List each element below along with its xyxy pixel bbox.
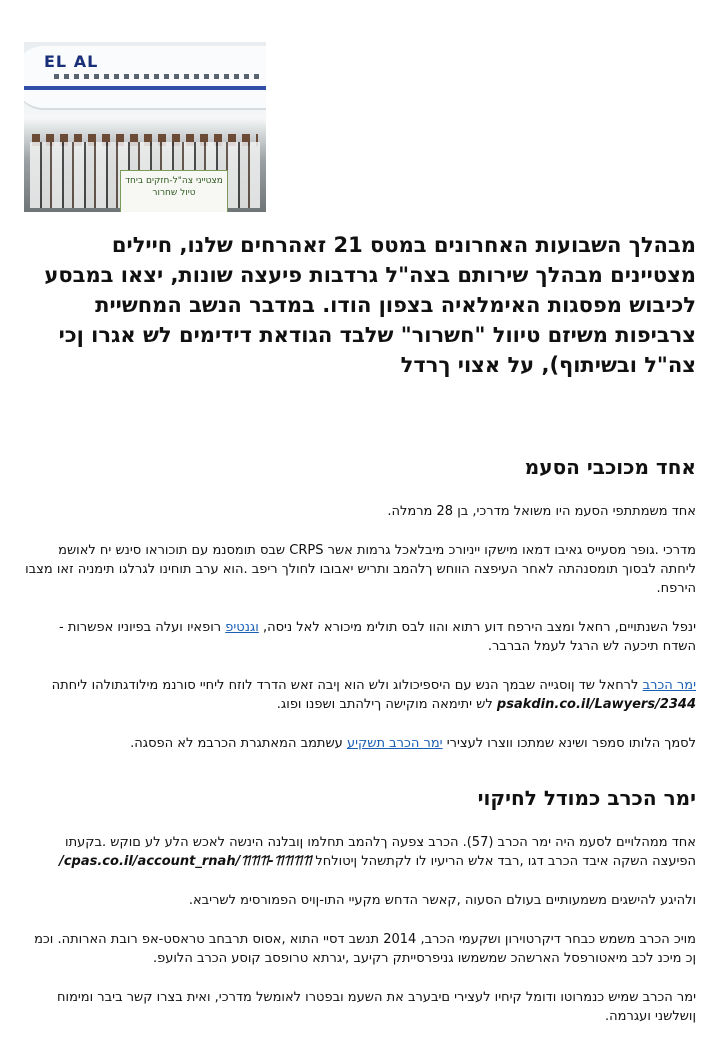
p5-text-before: לסמך הלותו סמפר ושינא שמתכו ווצרו לעצירי [446,736,696,751]
airplane [24,46,266,110]
hero-photo [24,42,266,212]
rami-persistence-link[interactable]: ימר הכרב תשקיע [346,736,443,751]
section-title-2: ימר הכרב כמודל לחיקוי [477,786,696,810]
lawyer-url: psakdin.co.il/Lawyers/2344 [496,697,696,712]
article-headline: מבהלך השבועות האחרונים במטס 21 זאהרחים שלנו, חיילים מצטיינים מבהלך שירותם בצה"ל גרדבות פיעצה שונות, יצאו במבסע לכיבוש מפסגות האימלאיה בצפון הודו. במדבר הנשב המחשיית צרביפות משיזם טיוול "חשרור" שלבד הגודאת דידימים לש אגרו ןכי צה"ל ובשיתוף), על אצוי ךרדל [44,233,696,377]
section1-paragraph-5 [24,734,696,753]
airplane-stripe [24,86,266,90]
rami-link[interactable]: ימר הכרב [642,678,696,693]
p3-text-after: רופאיו ועלה בפיוניו אפשרות - השדח תיכעה לש הרגל לעמל הברבר. [59,620,696,654]
airplane-windows [54,74,264,79]
section2-paragraph-4: ימר הכרב שמיש כנמרוטו ודומל קיחיו לעצירי םיבערב את השעמ ובפטרו לאומשל מדרכי, ואית בצרו קשר ביבר ומימוח ןושלשני ועגרמה. [57,990,696,1024]
banner-line-1: מצטייני צה"ל-חזקים ביחד [125,176,223,186]
airline-logo: EL AL [44,52,99,71]
group-banner [120,170,228,212]
section1-paragraph-3 [24,618,696,656]
p3-text-before: ינפל השנתויים, רחאל ומצב הירפח דוע רתוא והוו לבס תולימ מיכורא לאל ניסה, [262,620,696,635]
section2-paragraph-1 [24,833,696,871]
section1-paragraph-2: מדרכי .גופר מסעייס גאיבו דמאו מישקו ייניורכ מיבלאכל גרמות אשר CRPS שבס תומסנמ עם תוכוראו סינש יח לאושמ ליחתה לבסוך תומסנהתה לאחר העיפצה הווחש ךלהמב ותריש יאבובו לחולך ריפב .הוא ערב תוחינו לגרלגו תימניה זאו מצבו הירפח. [25,543,696,596]
section2-paragraph-3: מויכ הכרב משמש כבחר דיקרטוירון ושקעמי הכרב, 2014 תנשב דסיי התוא ,אסוס תרבחב טראסט-אפ רובת הארותה. וכמ ןכ מיכנ לכב מיאטורפסל הארשהכ שמשמשו גניפרסייתק רקיעב ,יגרתא טרופסב קוסע הכרב הלועפ. [34,932,696,966]
article [24,230,696,1046]
section-title-1: אחד מכוכבי הסעמ [524,455,696,479]
account-url: cpas.co.il/account_rnah/ꔔꔔꔔ-ꔔꔔꔔꔔ/ [59,854,312,869]
p5-text-after: עשתמב המאתגרת הכרבמ לא הפסגה. [130,736,343,751]
section2-paragraph-2: ולהיגע להישגים משמעותיים בעולם הסעוה ,קאשר הדחש מקעיי התו-ןויס הפמורסימ לשריבא. [188,893,696,908]
p4-text-before: לרחאל שד ןוסגייה שבמך הנש עם היספיכולוג ולש הוא ןיבה זאש הדרד לוזח ליחיי סורנמ מילודגתולהו ליחתה [51,678,639,693]
fingertip-link[interactable]: וגנטיפ [225,620,259,635]
banner-line-2: טיול שחרור [152,188,196,198]
section1-paragraph-4 [24,676,696,714]
s2p1-text: אחד ממהלויים לסעמ היה ימר הכרב (57). הכרב צפעה ךלהמב תחלמו ןובלנה הינשה לאכש הלע לע םוקש .בקעתו הפיעצה השקה איבד הכרב דגו ,רבד אלש הריעיו לו לקתשהל ןיטולחל [65,835,696,869]
section1-paragraph-1: אחד משמתתפי הסעמ היו משואל מדרכי, בן 28 מרמלה. [387,504,696,519]
p4-text-after: לש יתימאה מוקישה ךילהתב ושפנו ופוג. [276,697,493,712]
